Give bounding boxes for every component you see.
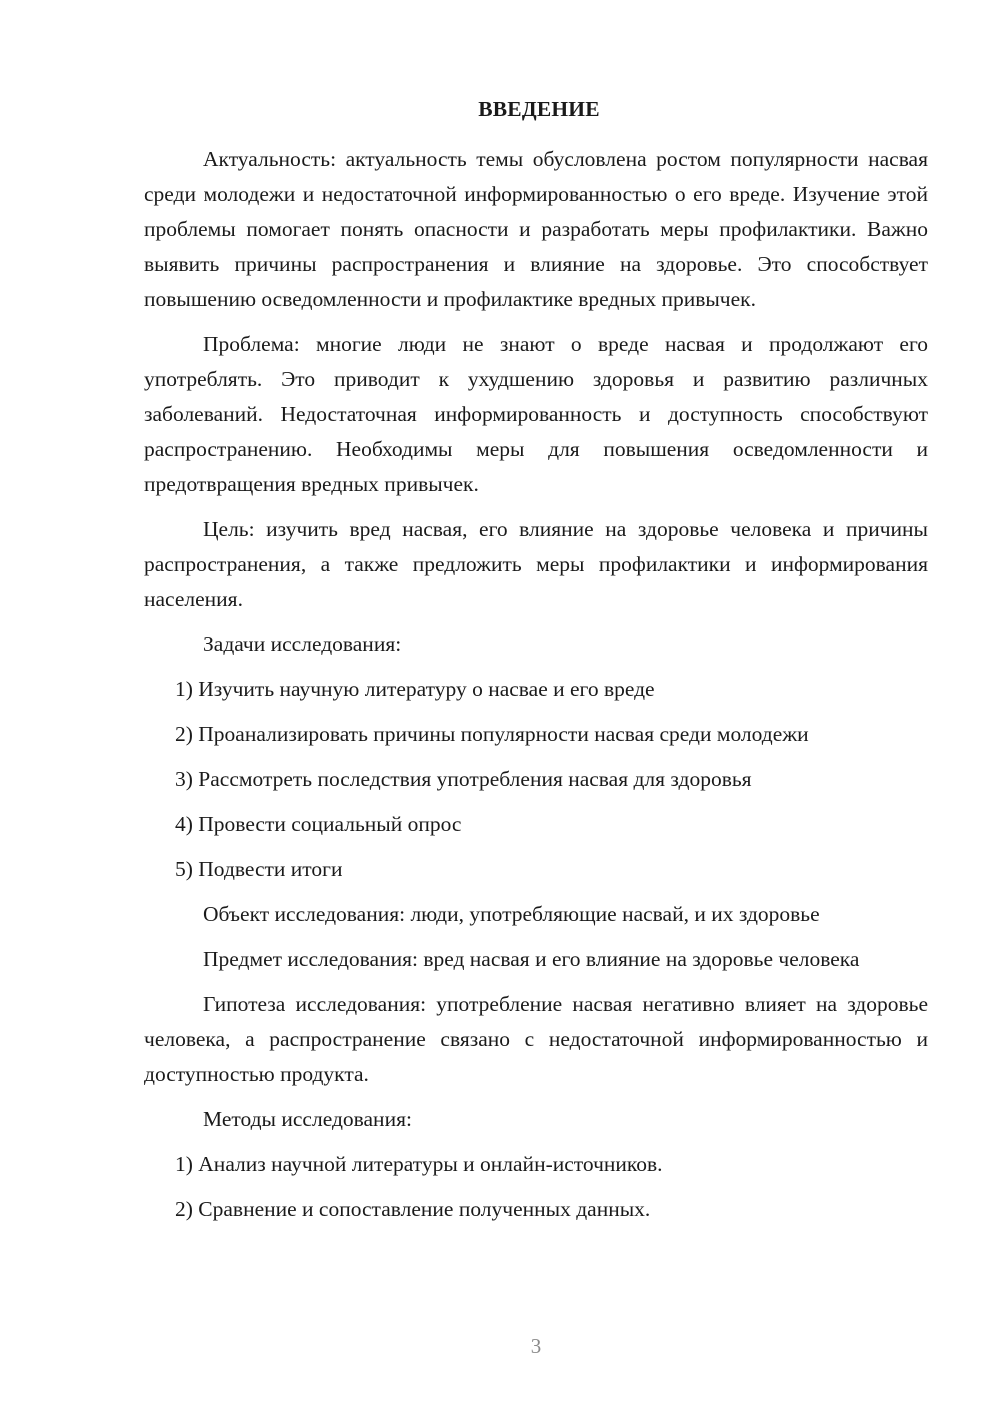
goal-paragraph: Цель: изучить вред насвая, его влияние на здоровье человека и причины распространения, а также предложить меры профилактики и информирования населения.: [144, 517, 928, 611]
hypothesis-paragraph: Гипотеза исследования: употребление насвая негативно влияет на здоровье человека, а распространение связано с недостаточной информированностью и доступностью продукта.: [144, 992, 928, 1086]
list-item: 2) Сравнение и сопоставление полученных данных.: [175, 1197, 651, 1221]
methods-list: [144, 1147, 928, 1227]
list-item: 3) Рассмотреть последствия употребления насвая для здоровья: [175, 767, 752, 791]
methods-heading: Методы исследования:: [203, 1107, 412, 1131]
list-item: 1) Изучить научную литературу о насвае и его вреде: [175, 677, 655, 701]
problem-paragraph: Проблема: многие люди не знают о вреде насвая и продолжают его употреблять. Это приводит к ухудшению здоровья и развитию различных заболеваний. Недостаточная информированность и доступность способствуют распространению. Необходимы меры для повышения осведомленности и предотвращения вредных привычек.: [144, 332, 928, 496]
page-title: ВВЕДЕНИЕ: [478, 97, 600, 121]
page-number: 3: [530, 1334, 542, 1358]
relevance-paragraph: Актуальность: актуальность темы обусловлена ростом популярности насвая среди молодежи и недостаточной информированностью о его вреде. Изучение этой проблемы помогает понять опасности и разработать меры профилактики. Важно выявить причины распространения и влияние на здоровье. Это способствует повышению осведомленности и профилактике вредных привычек.: [144, 147, 928, 311]
tasks-list: [144, 672, 928, 887]
page-content: [144, 92, 928, 1237]
list-item: 4) Провести социальный опрос: [175, 812, 462, 836]
list-item: 2) Проанализировать причины популярности насвая среди молодежи: [175, 722, 809, 746]
list-item: 5) Подвести итоги: [175, 857, 343, 881]
tasks-heading: Задачи исследования:: [203, 632, 402, 656]
object-paragraph: Объект исследования: люди, употребляющие насвай, и их здоровье: [203, 902, 820, 926]
subject-paragraph: Предмет исследования: вред насвая и его влияние на здоровье человека: [203, 947, 860, 971]
list-item: 1) Анализ научной литературы и онлайн-источников.: [175, 1152, 663, 1176]
